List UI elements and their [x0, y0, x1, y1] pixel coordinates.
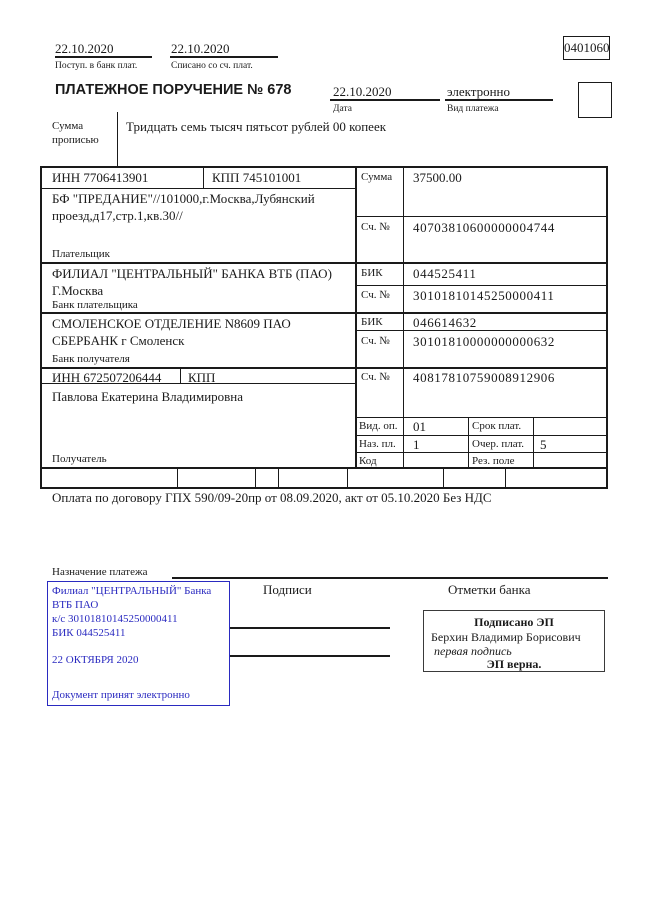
beneficiary-bank-account-label: Сч. № — [361, 335, 390, 347]
tax-cell-divider-2 — [255, 467, 256, 487]
payer-bik-border — [355, 285, 608, 286]
payer-name-line2: проезд,д17,стр.1,кв.30// — [52, 208, 183, 223]
debited-date-underline — [170, 56, 278, 58]
tax-cell-divider-3 — [278, 467, 279, 487]
stamp-date: 22 ОКТЯБРЯ 2020 — [52, 654, 139, 666]
payer-name-line1: БФ "ПРЕДАНИЕ"//101000,г.Москва,Лубянский — [52, 191, 315, 206]
op-type-low-border — [355, 452, 608, 453]
stamp-footer: Документ принят электронно — [52, 689, 190, 701]
received-in-bank-date: 22.10.2020 — [55, 41, 114, 56]
sum-cell-border — [355, 216, 608, 217]
received-in-bank-label: Поступ. в банк плат. — [55, 61, 138, 71]
payer-account: 40703810600000004744 — [413, 220, 555, 235]
document-title: ПЛАТЕЖНОЕ ПОРУЧЕНИЕ № 678 — [55, 82, 292, 98]
form-code-box — [563, 36, 610, 60]
sum-label: Сумма — [361, 171, 393, 183]
stamp-corr-account: к/с 30101810145250000411 — [52, 613, 178, 625]
debited-date: 22.10.2020 — [171, 41, 230, 56]
payer-bank-account-label: Сч. № — [361, 289, 390, 301]
date-underline — [330, 99, 440, 101]
beneficiary-bank-name-line1: СМОЛЕНСКОЕ ОТДЕЛЕНИЕ N8609 ПАО — [52, 316, 291, 331]
beneficiary-name: Павлова Екатерина Владимировна — [52, 389, 244, 404]
debited-label: Списано со сч. плат. — [171, 61, 253, 71]
document-date: 22.10.2020 — [333, 84, 392, 99]
beneficiary-kpp: КПП — [188, 370, 216, 385]
payment-purpose-text: Оплата по договору ГПХ 590/09-20пр от 08.09.2020, акт от 05.10.2020 Без НДС — [52, 490, 492, 505]
beneficiary-account: 40817810759008912906 — [413, 370, 555, 385]
table-mid-divider — [355, 166, 357, 467]
beneficiary-bank-section-label: Банк получателя — [52, 353, 130, 365]
empty-checkbox — [578, 82, 612, 118]
purpose-code-label: Наз. пл. — [359, 438, 396, 450]
bank-stamp — [47, 581, 230, 706]
payer-bank-name-line1: ФИЛИАЛ "ЦЕНТРАЛЬНЫЙ" БАНКА ВТБ (ПАО) — [52, 266, 332, 281]
payer-kpp: КПП 745101001 — [212, 170, 302, 185]
payer-bank-bottom-border — [40, 312, 608, 314]
beneficiary-bank-bottom-border — [40, 367, 608, 369]
term-col-right-divider — [533, 417, 534, 467]
stamp-bank-name-line1: Филиал "ЦЕНТРАЛЬНЫЙ" Банка — [52, 585, 212, 597]
table-top-border — [40, 166, 608, 168]
payment-kind-label: Вид платежа — [447, 104, 499, 114]
beneficiary-bank-bik: 046614632 — [413, 315, 477, 330]
bank-marks-title: Отметки банка — [448, 582, 531, 597]
tax-cell-divider-4 — [347, 467, 348, 487]
payment-kind-value: электронно — [447, 84, 511, 99]
op-type-mid-border — [355, 435, 608, 436]
amount-words-label-2: прописью — [52, 134, 99, 146]
amount-in-words: Тридцать семь тысяч пятьсот рублей 00 копеек — [126, 119, 387, 134]
beneficiary-section-label: Получатель — [52, 453, 107, 465]
tax-cell-divider-5 — [443, 467, 444, 487]
signature-kind: первая подпись — [434, 644, 512, 658]
electronic-signature-box — [423, 610, 605, 672]
payer-bank-bik: 044525411 — [413, 266, 477, 281]
table-left-border — [40, 166, 42, 488]
ep-verified: ЭП верна. — [486, 657, 542, 671]
amount-words-divider — [117, 112, 118, 166]
sum-value: 37500.00 — [413, 170, 462, 185]
purpose-code-value: 1 — [413, 437, 420, 452]
stamp-bank-name-line2: ВТБ ПАО — [52, 599, 99, 611]
term-col-left-divider — [468, 417, 469, 467]
pay-term-label: Срок плат. — [472, 420, 522, 432]
code-label: Код — [359, 455, 377, 467]
payer-section-label: Плательщик — [52, 248, 110, 260]
date-label: Дата — [333, 104, 352, 114]
tax-row-bottom-border — [40, 487, 608, 489]
label-col-divider — [403, 166, 404, 467]
tax-cell-divider-6 — [505, 467, 506, 487]
signed-ep-title: Подписано ЭП — [474, 615, 554, 629]
reserve-field-label: Рез. поле — [472, 455, 515, 467]
payer-bank-bik-label: БИК — [361, 267, 383, 279]
payer-bank-section-label: Банк плательщика — [52, 299, 138, 311]
payer-account-label: Сч. № — [361, 221, 390, 233]
payment-purpose-label: Назначение платежа — [52, 566, 148, 578]
received-date-underline — [55, 56, 152, 58]
payer-bank-account: 30101810145250000411 — [413, 288, 555, 303]
beneficiary-bank-bik-label: БИК — [361, 316, 383, 328]
beneficiary-kpp-divider — [180, 367, 181, 383]
inn-row-border — [40, 188, 355, 189]
signer-name: Берхин Владимир Борисович — [431, 630, 581, 644]
payer-bank-name-line2: Г.Москва — [52, 283, 104, 298]
priority-label: Очер. плат. — [472, 438, 525, 450]
op-type-value: 01 — [413, 419, 426, 434]
table-right-border — [606, 166, 608, 488]
beneficiary-account-label: Сч. № — [361, 371, 390, 383]
amount-words-label-1: Сумма — [52, 120, 84, 132]
payment-purpose-underline — [172, 577, 608, 579]
beneficiary-inn: ИНН 672507206444 — [52, 370, 162, 385]
payment-kind-underline — [445, 99, 553, 101]
payer-inn: ИНН 7706413901 — [52, 170, 149, 185]
priority-value: 5 — [540, 437, 547, 452]
signature-line-2 — [230, 655, 390, 657]
beneficiary-bank-name-line2: СБЕРБАНК г Смоленск — [52, 333, 185, 348]
signatures-title: Подписи — [263, 582, 312, 597]
op-type-top-border — [355, 417, 608, 418]
payer-bottom-border — [40, 262, 608, 264]
signature-line-1 — [230, 627, 390, 629]
payer-kpp-divider — [203, 166, 204, 188]
tax-cell-divider-1 — [177, 467, 178, 487]
beneficiary-bik-border — [355, 330, 608, 331]
form-code: 0401060 — [564, 40, 610, 55]
op-type-label: Вид. оп. — [359, 420, 398, 432]
stamp-bik: БИК 044525411 — [52, 627, 126, 639]
table-bottom-border — [40, 467, 608, 469]
beneficiary-bank-account: 30101810000000000632 — [413, 334, 555, 349]
